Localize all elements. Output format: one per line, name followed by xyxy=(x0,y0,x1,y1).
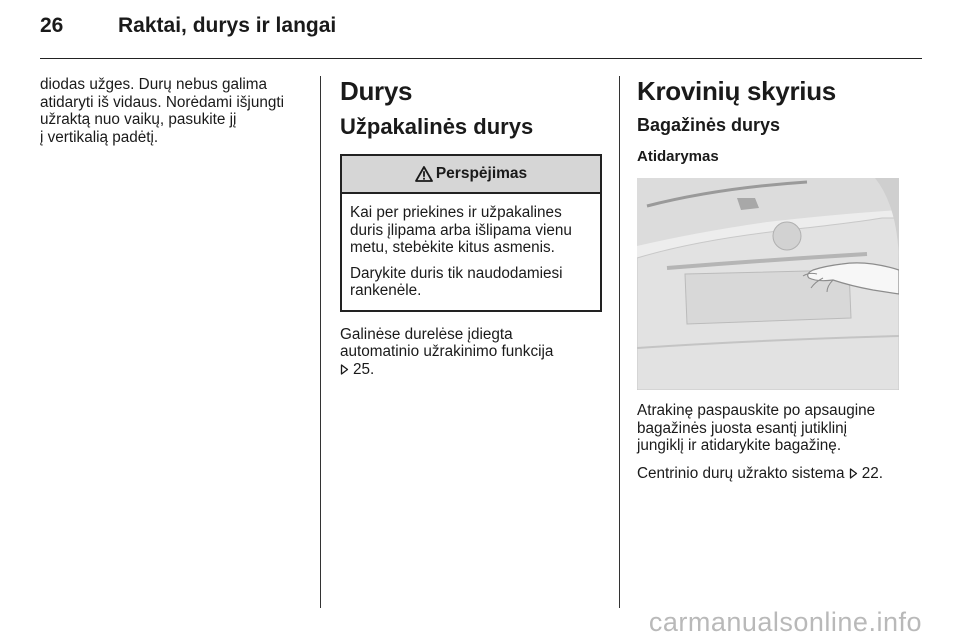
warning-box xyxy=(340,154,602,312)
text-line: duris įlipama arba išlipama vienu xyxy=(350,221,572,239)
text-line: Darykite duris tik naudodamiesi xyxy=(350,264,563,282)
page-reference-link[interactable]: 25. xyxy=(353,360,375,378)
subsection-title-rear-doors: Užpakalinės durys xyxy=(340,114,534,139)
watermark-text: carmanualsonline.info xyxy=(648,607,922,637)
subsubsection-title-opening: Atidarymas xyxy=(637,148,719,165)
text-line: automatinio užrakinimo funkcija xyxy=(340,343,554,360)
section-title-cargo: Krovinių skyrius xyxy=(637,76,836,106)
central-lock-paragraph xyxy=(637,465,902,483)
column-2 xyxy=(340,76,602,388)
column-divider-2 xyxy=(619,76,620,608)
text-line: Galinėse durelėse įdiegta xyxy=(340,325,513,343)
header-divider xyxy=(40,58,922,59)
text-line: bagažinės juosta esantį jutiklinį xyxy=(637,419,848,437)
column-1 xyxy=(40,76,308,156)
text-line: į vertikalią padėtį. xyxy=(40,128,159,146)
warning-title: Perspėjimas xyxy=(435,165,528,182)
warning-triangle-icon xyxy=(415,166,433,182)
warning-body xyxy=(342,194,600,310)
column-3 xyxy=(637,76,902,492)
text-line: jungiklį ir atidarykite bagažinę. xyxy=(637,437,842,454)
page-reference-icon xyxy=(340,364,349,375)
tailgate-opening-illustration xyxy=(637,178,899,390)
warning-paragraph-1 xyxy=(350,204,592,257)
text-line: diodas užges. Durų nebus galima xyxy=(40,76,268,93)
text-line: metu, stebėkite kitus asmenis. xyxy=(350,239,555,256)
section-title-durys: Durys xyxy=(340,76,413,106)
page-reference-icon xyxy=(849,468,858,479)
page-reference-link[interactable]: 22. xyxy=(861,464,883,482)
column-divider-1 xyxy=(320,76,321,608)
child-lock-paragraph xyxy=(40,76,308,146)
page-number: 26 xyxy=(40,14,64,37)
subsection-title-tailgate: Bagažinės durys xyxy=(637,115,781,135)
text-line: Centrinio durų užrakto sistema xyxy=(637,464,845,482)
text-line: rankenėle. xyxy=(350,282,422,299)
warning-paragraph-2 xyxy=(350,265,592,300)
auto-lock-paragraph xyxy=(340,326,602,379)
text-line: Atrakinę paspauskite po apsaugine xyxy=(637,402,876,419)
text-line: atidaryti iš vidaus. Norėdami išjungti xyxy=(40,93,285,111)
chapter-title: Raktai, durys ir langai xyxy=(118,14,337,37)
tailgate-illustration-svg xyxy=(637,178,899,390)
text-line: užraktą nuo vaikų, pasukite jį xyxy=(40,111,237,128)
tailgate-open-paragraph xyxy=(637,402,902,455)
warning-header xyxy=(342,156,600,194)
text-line: Kai per priekines ir užpakalines xyxy=(350,204,562,221)
